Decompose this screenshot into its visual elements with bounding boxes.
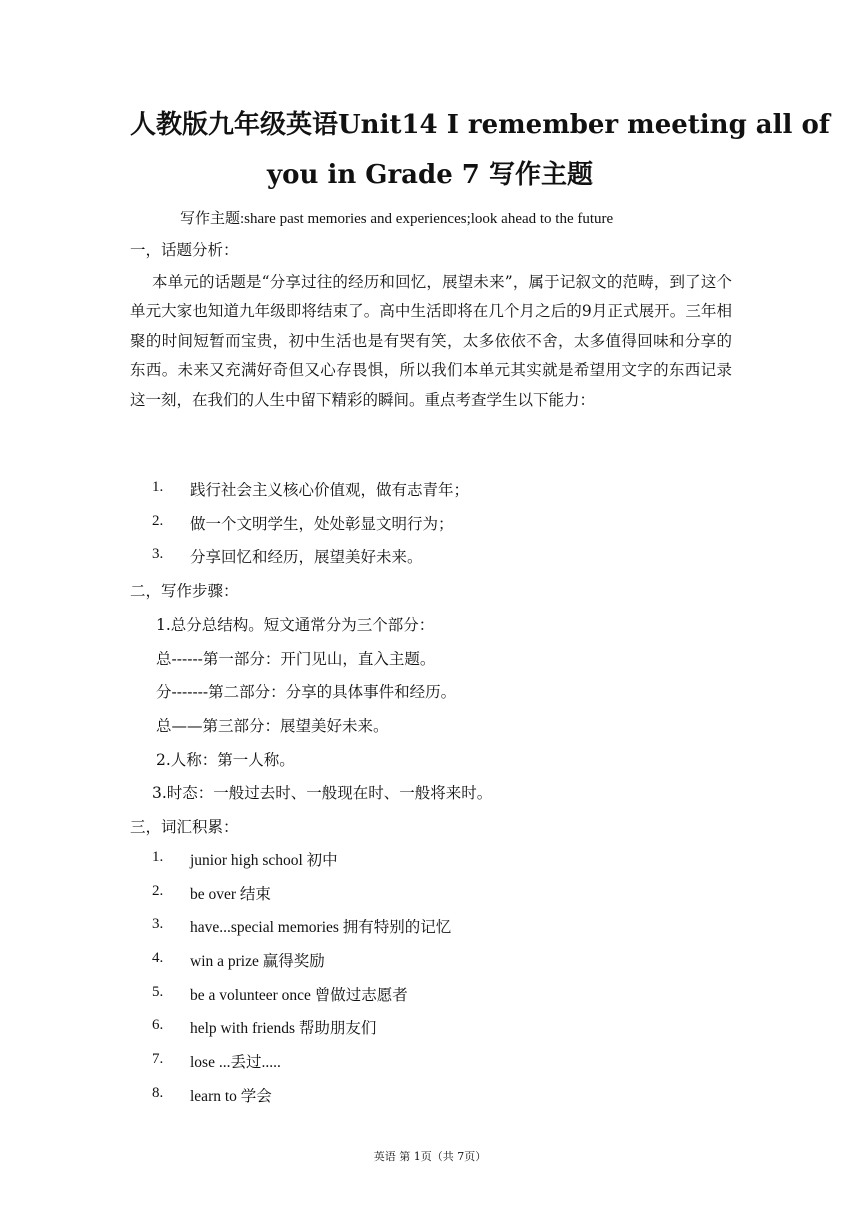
ability-number: 2. bbox=[152, 513, 164, 529]
vocab-number: 7. bbox=[152, 1051, 164, 1067]
step-line: 总------第一部分：开门见山，直入主题。 bbox=[156, 650, 436, 668]
vocab-item: help with friends 帮助朋友们 bbox=[190, 1020, 377, 1037]
document-title-line-2: you in Grade 7 写作主题 bbox=[267, 160, 593, 190]
ability-item: 分享回忆和经历，展望美好未来。 bbox=[190, 548, 423, 566]
vocab-item: lose ...丢过..... bbox=[190, 1054, 281, 1071]
vocab-item: be a volunteer once 曾做过志愿者 bbox=[190, 987, 408, 1004]
vocab-number: 4. bbox=[152, 950, 164, 966]
vocab-number: 5. bbox=[152, 984, 164, 1000]
ability-number: 1. bbox=[152, 479, 164, 495]
step-line: 3.时态：一般过去时、一般现在时、一般将来时。 bbox=[152, 784, 493, 802]
ability-item: 做一个文明学生，处处彰显文明行为； bbox=[190, 515, 454, 533]
step-line: 1.总分总结构。短文通常分为三个部分： bbox=[156, 616, 435, 634]
vocab-number: 8. bbox=[152, 1085, 164, 1101]
ability-number: 3. bbox=[152, 546, 164, 562]
writing-theme: 写作主题:share past memories and experiences;look ahead to the future bbox=[180, 211, 614, 227]
vocab-number: 1. bbox=[152, 849, 164, 865]
page-footer: 英语 第 1页（共 7页） bbox=[373, 1150, 487, 1163]
vocab-number: 2. bbox=[152, 883, 164, 899]
vocab-item: have...special memories 拥有特别的记忆 bbox=[190, 919, 452, 936]
vocab-item: junior high school 初中 bbox=[190, 852, 338, 869]
vocab-item: be over 结束 bbox=[190, 886, 271, 903]
topic-analysis-paragraph: 本单元的话题是“分享过往的经历和回忆，展望未来”，属于记叙文的范畴，到了这个单元大家也知道九年级即将结束了。高中生活即将在几个月之后的9月正式展开。三年相聚的时间短暂而宝贵，初中生活也是有哭有笑，太多依依不舍，太多值得回味和分享的东西。未来又充满好奇但又心存畏惧，所以我们本单元其实就是希望用文字的东西记录这一刻，在我们的人生中留下精彩的瞬间。重点考查学生以下能力： bbox=[130, 273, 732, 409]
vocab-number: 3. bbox=[152, 916, 164, 932]
vocab-item: win a prize 赢得奖励 bbox=[190, 953, 325, 970]
step-line: 总——第三部分：展望美好未来。 bbox=[156, 717, 389, 735]
section-heading-vocabulary: 三，词汇积累： bbox=[130, 818, 239, 836]
vocab-number: 6. bbox=[152, 1017, 164, 1033]
vocab-item: learn to 学会 bbox=[190, 1088, 272, 1105]
ability-item: 践行社会主义核心价值观，做有志青年； bbox=[190, 481, 470, 499]
section-heading-topic-analysis: 一，话题分析： bbox=[130, 241, 239, 259]
step-line: 2.人称：第一人称。 bbox=[156, 751, 295, 769]
section-heading-writing-steps: 二，写作步骤： bbox=[130, 582, 239, 600]
document-title-line-1: 人教版九年级英语Unit14 I remember meeting all of bbox=[130, 110, 830, 140]
step-line: 分-------第二部分：分享的具体事件和经历。 bbox=[156, 683, 457, 701]
